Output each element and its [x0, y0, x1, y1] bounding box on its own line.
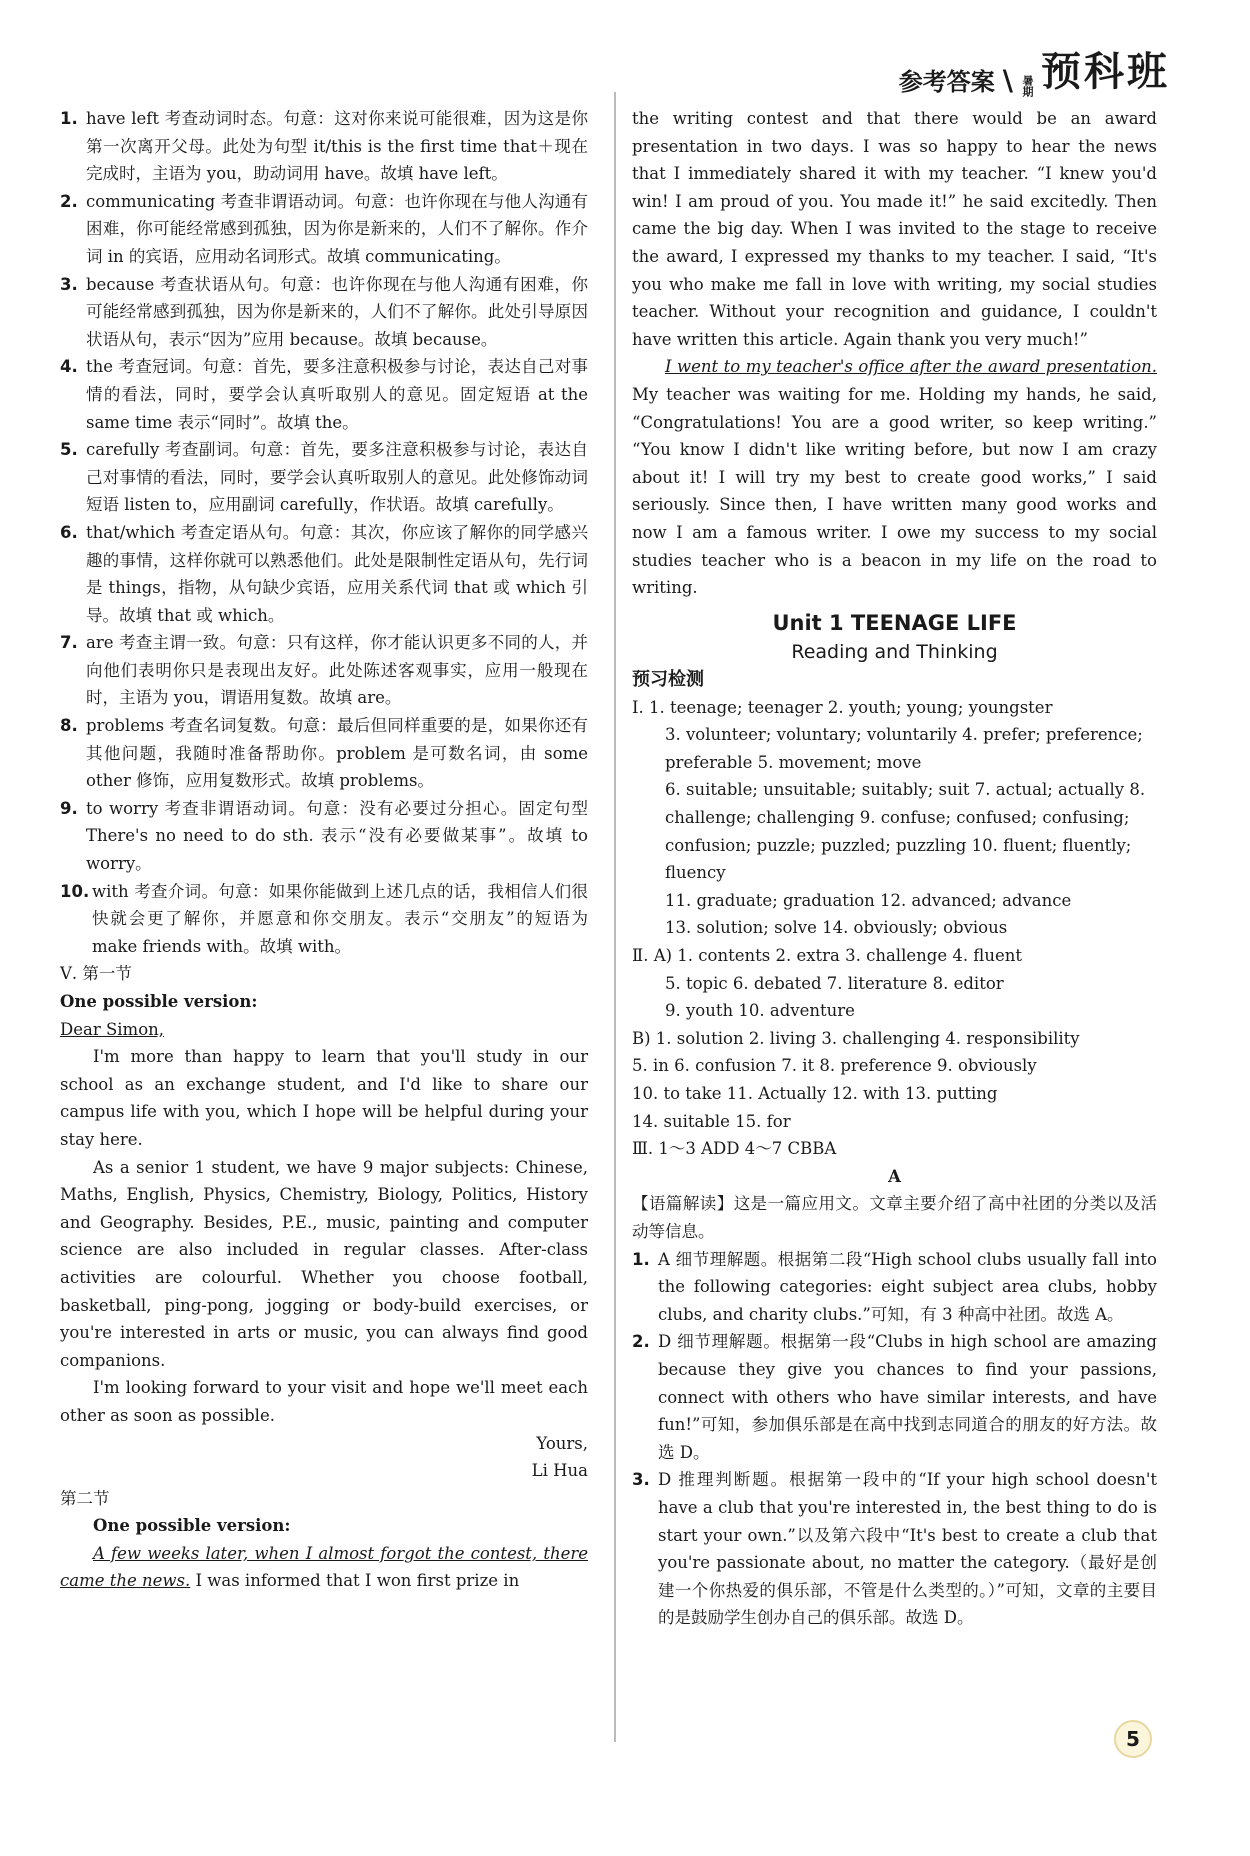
answer-line: 6. suitable; unsuitable; suitably; suit 7. actual; actually 8. challenge; challenging 9. confuse; confused; confusing; confusion; puzzle; puzzled; puzzling 10. fluent; fluently; fluency [665, 780, 1146, 883]
answer-item [60, 712, 588, 795]
part-2b [632, 1025, 1157, 1135]
answer-item [60, 271, 588, 354]
version-label: One possible version: [60, 992, 258, 1011]
answer-line: Ⅰ. 1. teenage; teenager 2. youth; young; youngster [632, 697, 1053, 717]
answer-item [60, 629, 588, 712]
item-text: problems 考查名词复数。句意：最后但同样重要的是，如果你还有其他问题，我随时准备帮助你。problem 是可数名词，由 some other 修饰，应用复数形式。故填 problems。 [86, 716, 588, 791]
left-column [60, 105, 588, 1595]
part-2a [632, 942, 1157, 1025]
item-number: 10. [60, 881, 90, 901]
answer-item [60, 353, 588, 436]
item-text: D 细节理解题。根据第一段“Clubs in high school are amazing because they give you chances to find your passions, connect with others who have similar interests, and have fun!”可知，参加俱乐部是在高中找到志同道合的朋友的好方法。故选 D。 [658, 1332, 1157, 1462]
reference-answers-label: 参考答案 [898, 68, 995, 96]
answer-item [60, 436, 588, 519]
answer-item [632, 1328, 1157, 1466]
item-text: communicating 考查非谓语动词。句意：也许你现在与他人沟通有困难，你可能经常感到孤独，因为你是新来的，人们不了解你。作介词 in 的宾语，应用动名词形式。故填 communicating。 [86, 191, 588, 266]
answer-line: 14. suitable 15. for [632, 1111, 791, 1131]
item-number: 2. [632, 1332, 650, 1352]
answer-item [632, 1466, 1157, 1632]
letter-signature: Li Hua [531, 1461, 588, 1481]
answer-line: 10. to take 11. Actually 12. with 13. putting [632, 1084, 998, 1103]
header-slash: \ [1002, 64, 1013, 97]
season-label: 暑期 [1021, 75, 1034, 97]
section-heading-1: Ⅴ. 第一节 [60, 964, 132, 984]
item-number: 8. [60, 716, 78, 736]
column-divider [614, 92, 616, 1742]
part-3: Ⅲ. 1～3 ADD 4～7 CBBA [632, 1139, 837, 1159]
section-heading-2: 第二节 [60, 1488, 110, 1508]
item-number: 2. [60, 191, 78, 211]
answer-line: 11. graduate; graduation 12. advanced; advance [665, 890, 1072, 910]
answer-item [60, 188, 588, 271]
answer-line: Ⅱ. A) 1. contents 2. extra 3. challenge 4. fluent [632, 946, 1022, 966]
item-text: D 推理判断题。根据第一段中的“If your high school doesn't have a club that you're interested in, the best thing to do is start your own.”以及第六段中“It's best to create a club that you're passionate about, no matter the category.（最好是创建一个你热爱的俱乐部，不管是什么类型的。）”可知，文章的主要目的是鼓励学生创办自己的俱乐部。故选 D。 [658, 1470, 1157, 1628]
passage-letter: A [888, 1166, 901, 1186]
item-text: with 考查介词。句意：如果你能做到上述几点的话，我相信人们很快就会更了解你，并愿意和你交朋友。表示“交朋友”的短语为 make friends with。故填 with。 [92, 881, 588, 956]
item-number: 6. [60, 522, 78, 542]
answer-item [60, 878, 588, 961]
story-paragraph [632, 353, 1157, 601]
page-number: 5 [1114, 1720, 1152, 1758]
version-label: One possible version: [93, 1516, 291, 1536]
part-1 [632, 694, 1157, 942]
item-number: 1. [632, 1249, 650, 1269]
answer-line: B) 1. solution 2. living 3. challenging 4. responsibility [632, 1028, 1080, 1048]
item-text: the 考查冠词。句意：首先，要多注意积极参与讨论，表达自己对事情的看法，同时，要学会认真听取别人的意见。固定短语 at the same time 表示“同时”。故填 the。 [86, 357, 588, 432]
item-number: 1. [60, 109, 78, 128]
item-number: 3. [60, 274, 78, 294]
answer-item [60, 105, 588, 188]
brand-logo: 预科班 [1041, 49, 1170, 95]
item-text: that/which 考查定语从句。句意：其次，你应该了解你的同学感兴趣的事情，这样你就可以熟悉他们。此处是限制性定语从句，先行词是 things，指物，从句缺少宾语，应用关系代词 that 或 which 引导。故填 that 或 which。 [86, 522, 588, 625]
answer-item [60, 519, 588, 629]
item-number: 4. [60, 357, 78, 377]
item-text: because 考查状语从句。句意：也许你现在与他人沟通有困难，你可能经常感到孤独，因为你是新来的，人们不了解你。此处引导原因状语从句，表示“因为”应用 because。故填 because。 [86, 274, 588, 349]
letter-salutation: Dear Simon, [60, 1019, 164, 1039]
item-number: 7. [60, 633, 78, 653]
answer-line: 5. in 6. confusion 7. it 8. preference 9. obviously [632, 1056, 1037, 1076]
item-text: carefully 考查副词。句意：首先，要多注意积极参与讨论，表达自己对事情的看法，同时，要学会认真听取别人的意见。此处修饰动词短语 listen to，应用副词 carefully，作状语。故填 carefully。 [86, 440, 588, 515]
answer-line: 3. volunteer; voluntary; voluntarily 4. prefer; preference; preferable 5. movement; move [665, 725, 1143, 772]
item-number: 5. [60, 440, 78, 460]
answer-item [632, 1246, 1157, 1329]
unit-title: Unit 1 TEENAGE LIFE [772, 610, 1017, 635]
story-text: I was informed that I won first prize in [190, 1571, 520, 1591]
story-paragraph [60, 1540, 588, 1595]
item-number: 3. [632, 1470, 650, 1490]
letter-closing: Yours, [536, 1433, 588, 1453]
story-paragraph: the writing contest and that there would be an award presentation in two days. I was so happy to hear the news that I immediately shared it with my teacher. “I knew you'd win! I am proud of you. You made it!” he said excitedly. Then came the big day. When I was invited to the stage to receive the award, I expressed my thanks to my teacher. I said, “It's you who make me fall in love with writing, my social studies teacher. Without your recognition and guidance, I couldn't have written this article. Again thank you very much!” [632, 109, 1157, 349]
letter-paragraph: I'm looking forward to your visit and hope we'll meet each other as soon as possible. [60, 1378, 588, 1425]
story-text: My teacher was waiting for me. Holding my hands, he said, “Congratulations! You are a good writer, so keep writing.” “You know I didn't like writing before, but now I am crazy about it! I will try my best to create good works,” I said seriously. Since then, I have written many good works and now I am a famous writer. I owe my success to my social studies teacher who is a beacon in my life on the road to writing. [632, 384, 1157, 598]
item-text: have left 考查动词时态。句意：这对你来说可能很难，因为这是你第一次离开父母。此处为句型 it/this is the first time that＋现在完成时，主语为 you，助动词用 have。故填 have left。 [86, 109, 588, 184]
answer-item [60, 795, 588, 878]
item-text: A 细节理解题。根据第二段“High school clubs usually fall into the following categories: eight subject area clubs, hobby clubs, and charity clubs.”可知，有 3 种高中社团。故选 A。 [658, 1249, 1157, 1324]
item-text: to worry 考查非谓语动词。句意：没有必要过分担心。固定句型 There's no need to do sth. 表示“没有必要做某事”。故填 to worry。 [86, 798, 588, 874]
passage-analysis: 【语篇解读】这是一篇应用文。文章主要介绍了高中社团的分类以及活动等信息。 [632, 1194, 1157, 1241]
answer-line: 13. solution; solve 14. obviously; obvious [665, 918, 1008, 938]
answer-line: 9. youth 10. adventure [665, 1001, 855, 1021]
section-heading: 预习检测 [632, 668, 704, 690]
given-first-sentence: I went to my teacher's office after the award presentation. [665, 357, 1157, 377]
letter-paragraph: I'm more than happy to learn that you'll study in our school as an exchange student, and I'd like to share our campus life with you, which I hope will be helpful during your stay here. [60, 1047, 588, 1149]
answer-line: 5. topic 6. debated 7. literature 8. editor [665, 973, 1004, 993]
right-column [632, 105, 1157, 1632]
given-first-sentence: A few weeks later, when I almost forgot the contest, there came the news. [60, 1543, 588, 1591]
unit-subtitle: Reading and Thinking [791, 640, 998, 663]
item-text: are 考查主谓一致。句意：只有这样，你才能认识更多不同的人，并向他们表明你只是表现出友好。此处陈述客观事实，应用一般现在时，主语为 you，谓语用复数。故填 are。 [86, 633, 588, 708]
page-header [899, 40, 1170, 97]
letter-paragraph: As a senior 1 student, we have 9 major subjects: Chinese, Maths, English, Physics, Chemistry, Biology, Politics, History and Geography. Besides, P.E., music, painting and computer science are also included in regular classes. After-class activities are colourful. Whether you choose football, basketball, ping-pong, jogging or body-build exercises, or you're interested in arts or music, you can always find good companions. [60, 1157, 588, 1370]
item-number: 9. [60, 798, 78, 818]
